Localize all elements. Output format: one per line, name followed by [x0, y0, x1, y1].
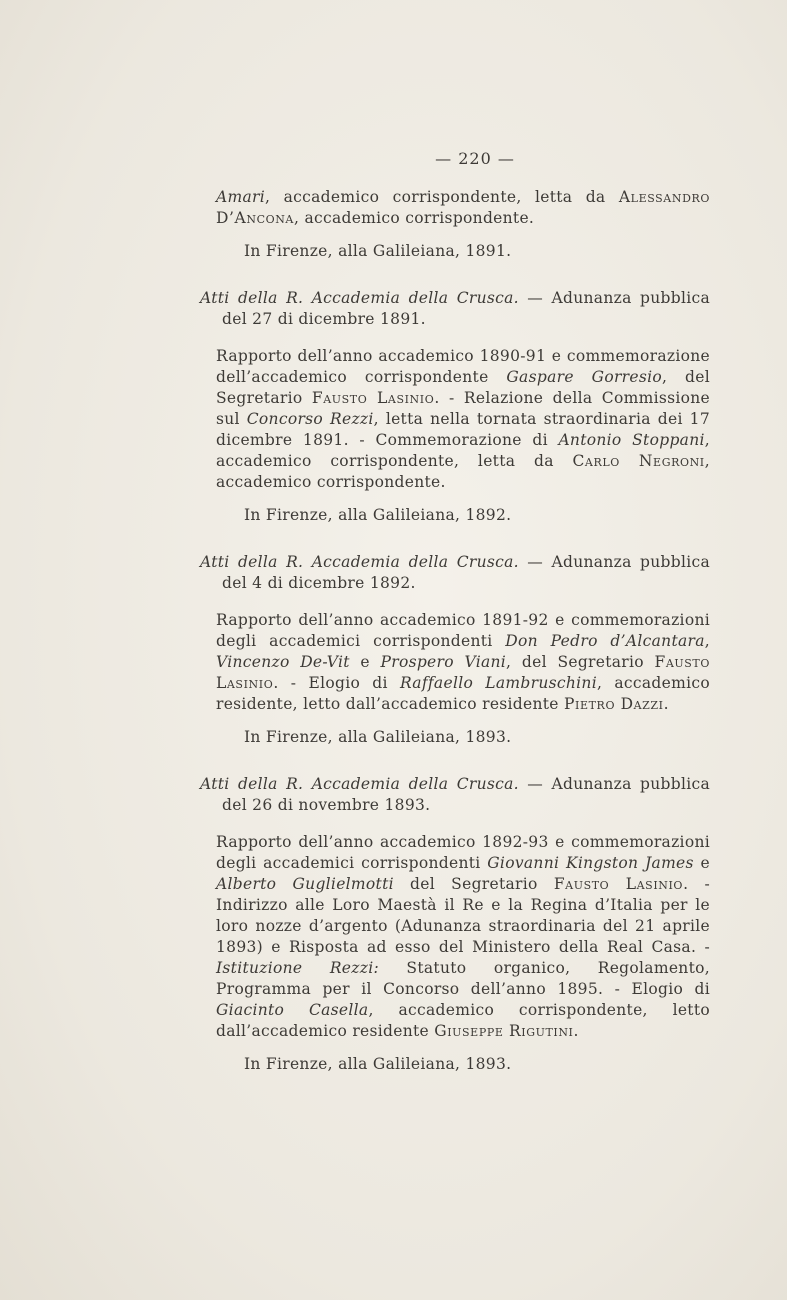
entry-0-italic: Amari	[216, 188, 265, 206]
entry-0	[200, 187, 710, 262]
entry-2	[200, 552, 710, 748]
entry-1-title-rest: — Adunanza pubblica del 27 di dicembre 1891.	[222, 289, 710, 328]
entry-2-body	[216, 610, 710, 715]
entry-1-title-italic: Atti della R. Accademia della Crusca.	[200, 289, 519, 307]
entry-2-run-1: Don Pedro d’Alcantara	[505, 632, 705, 650]
entry-1-run-2: , del Segretario	[216, 368, 710, 407]
entry-3-run-12: .	[573, 1022, 579, 1040]
entry-1-title	[200, 288, 710, 330]
entry-2-run-0: Rapporto dell’anno accademico 1891-92 e commemorazioni degli accademici corrispondenti	[216, 611, 710, 650]
entry-3-run-0: Rapporto dell’anno accademico 1892-93 e commemorazioni degli accademici corrispondenti	[216, 833, 710, 872]
entry-1-run-1: Gaspare Gorresio	[506, 368, 662, 386]
entry-2-run-11: Pietro Dazzi	[564, 695, 664, 713]
entry-1-run-8: , accademico corrispondente, letta da	[216, 431, 710, 470]
entry-0-author: Alessandro D’Ancona	[216, 188, 710, 227]
entry-3-run-3: Alberto Guglielmotti	[216, 875, 394, 893]
entry-0-end: , accademico corrispondente.	[293, 209, 535, 227]
entry-1-run-5: Concorso Rezzi	[246, 410, 374, 428]
page-number: — 220 —	[435, 149, 515, 168]
entry-0-text: , accademico corrispondente, letta da	[265, 188, 619, 206]
entry-2-run-5: Prospero Viani	[380, 653, 507, 671]
entry-2-run-7: Fausto Lasinio	[216, 653, 710, 692]
entry-2-run-2: ,	[704, 632, 710, 650]
entry-2-run-3: Vincenzo De-Vit	[216, 653, 350, 671]
entry-2-imprint: In Firenze, alla Galileiana, 1893.	[244, 728, 512, 746]
entry-2-run-6: , del Segretario	[506, 653, 655, 671]
entry-3-run-10: , accademico corrispondente, letto dall’accademico residente	[216, 1001, 710, 1040]
entry-0-imprint: In Firenze, alla Galileiana, 1891.	[244, 242, 512, 260]
entry-2-run-8: . - Elogio di	[273, 674, 400, 692]
entry-2-run-12: .	[663, 695, 669, 713]
entry-0-body	[216, 187, 710, 229]
entry-3-run-4: del Segretario	[393, 875, 554, 893]
entry-1-run-4: . - Relazione della Commissione sul	[216, 389, 710, 428]
entry-3-run-8: Statuto organico, Regolamento, Programma per il Concorso dell’anno 1895. - Elogio di	[216, 959, 710, 998]
entry-2-title-italic: Atti della R. Accademia della Crusca.	[200, 553, 519, 571]
entry-2-title-rest: — Adunanza pubblica del 4 di dicembre 1892.	[222, 553, 710, 592]
entry-3-run-2: e	[693, 854, 710, 872]
entry-3-run-5: Fausto Lasinio	[553, 875, 684, 893]
entry-1-imprint: In Firenze, alla Galileiana, 1892.	[244, 506, 512, 524]
entry-2-run-9: Raffaello Lambruschini	[399, 674, 597, 692]
entry-1-run-0: Rapporto dell’anno accademico 1890-91 e commemorazione dell’accademico corrispondente	[216, 347, 710, 386]
entry-1-run-7: Antonio Stoppani	[558, 431, 705, 449]
entry-2-title	[200, 552, 710, 594]
entry-3-title-rest: — Adunanza pubblica del 26 di novembre 1893.	[222, 775, 710, 814]
entry-1	[200, 288, 710, 526]
entry-3-run-11: Giuseppe Rigutini	[434, 1022, 574, 1040]
entry-1-run-3: Fausto Lasinio	[311, 389, 435, 407]
entry-1-run-10: , accademico corrispondente.	[216, 452, 710, 491]
text-column	[200, 148, 710, 1075]
entry-3-title	[200, 774, 710, 816]
entry-3-run-7: Istituzione Rezzi:	[216, 959, 379, 977]
entry-2-run-10: , accademico residente, letto dall’accademico residente	[216, 674, 710, 713]
entry-1-run-9: Carlo Negroni	[572, 452, 705, 470]
entry-3	[200, 774, 710, 1075]
entry-3-title-italic: Atti della R. Accademia della Crusca.	[200, 775, 519, 793]
entry-1-body	[216, 346, 710, 493]
entry-2-run-4: e	[349, 653, 381, 671]
entry-3-imprint: In Firenze, alla Galileiana, 1893.	[244, 1055, 512, 1073]
entry-1-run-6: , letta nella tornata straordinaria dei 17 dicembre 1891. - Commemorazione di	[216, 410, 710, 449]
entry-3-run-6: . - Indirizzo alle Loro Maestà il Re e la Regina d’Italia per le loro nozze d’argento (Adunanza straordinaria del 21 aprile 1893) e Risposta ad esso del Ministero della Real Casa. -	[216, 875, 710, 956]
entry-3-body	[216, 832, 710, 1042]
entry-3-run-9: Giacinto Casella	[216, 1001, 369, 1019]
entry-3-run-1: Giovanni Kingston James	[487, 854, 694, 872]
